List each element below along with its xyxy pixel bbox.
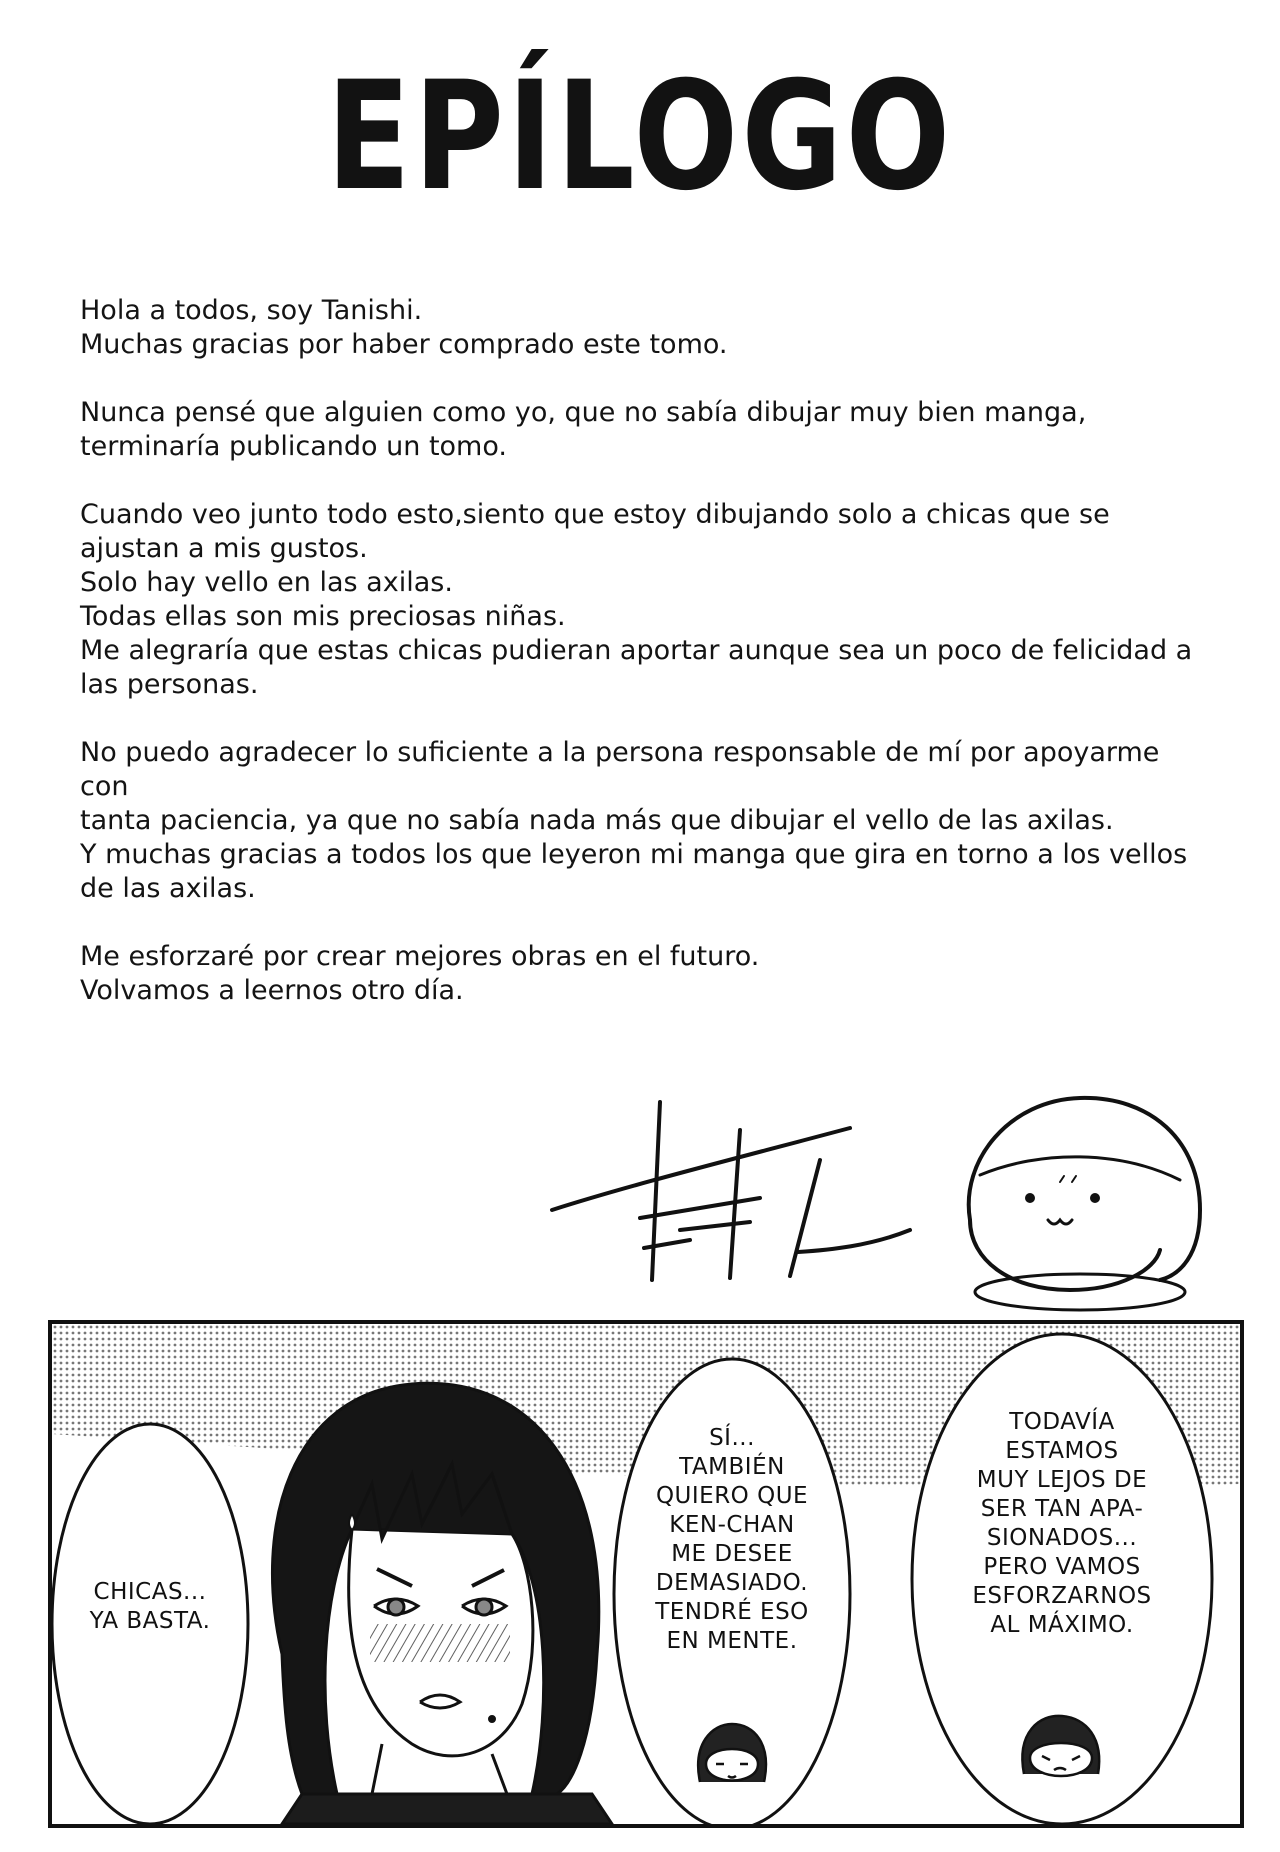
bubble-line: TODAVÍA bbox=[1009, 1409, 1115, 1435]
text-line: Todas ellas son mis preciosas niñas. bbox=[80, 601, 566, 632]
bubble-line: DEMASIADO. bbox=[655, 1570, 809, 1596]
bubble-line: ME DESEE bbox=[671, 1541, 793, 1567]
text-line: ajustan a mis gustos. bbox=[80, 533, 368, 564]
bubble-line: ESFORZARNOS bbox=[972, 1583, 1152, 1609]
text-line: Y muchas gracias a todos los que leyeron mi manga que gira en torno a los vellos bbox=[80, 839, 1188, 870]
bubble-line: CHICAS... bbox=[93, 1579, 207, 1605]
text-line: Solo hay vello en las axilas. bbox=[80, 567, 453, 598]
bubble-line: MUY LEJOS DE bbox=[976, 1467, 1148, 1493]
handwritten-signature bbox=[552, 1102, 910, 1280]
text-line: Nunca pensé que alguien como yo, que no sabía dibujar muy bien manga, bbox=[80, 397, 1087, 428]
page-title: EPÍLOGO bbox=[326, 50, 954, 224]
beanie-mascot-icon bbox=[969, 1098, 1200, 1310]
bubble-text-middle bbox=[642, 1424, 822, 1656]
bubble-line: QUIERO QUE bbox=[655, 1483, 809, 1509]
text-line: Me alegraría que estas chicas pudieran aportar aunque sea un poco de felicidad a bbox=[80, 635, 1193, 666]
text-line: tanta paciencia, ya que no sabía nada más que dibujar el vello de las axilas. bbox=[80, 805, 1114, 836]
paragraph-thanks bbox=[80, 736, 1200, 906]
text-line: Muchas gracias por haber comprado este tomo. bbox=[80, 329, 728, 360]
bubble-line: SIONADOS... bbox=[986, 1525, 1138, 1551]
text-line: No puedo agradecer lo suficiente a la persona responsable de mí por apoyarme con bbox=[80, 737, 1160, 802]
bubble-line: YA BASTA. bbox=[89, 1608, 211, 1634]
paragraph-greeting bbox=[80, 294, 1200, 362]
bubble-line: EN MENTE. bbox=[666, 1628, 798, 1654]
text-line: Volvamos a leernos otro día. bbox=[80, 975, 464, 1006]
text-line: Hola a todos, soy Tanishi. bbox=[80, 295, 423, 326]
bubble-line: KEN-CHAN bbox=[669, 1512, 795, 1538]
author-signature-drawing bbox=[540, 1080, 1260, 1320]
afterword-text bbox=[80, 294, 1200, 1042]
bubble-line: ESTAMOS bbox=[1005, 1438, 1119, 1464]
bubble-text-left bbox=[70, 1578, 230, 1636]
paragraph-closing bbox=[80, 940, 1200, 1008]
text-line: las personas. bbox=[80, 669, 259, 700]
bubble-line: SER TAN APA- bbox=[980, 1496, 1144, 1522]
comic-panel bbox=[48, 1320, 1244, 1828]
bubble-line: AL MÁXIMO. bbox=[990, 1612, 1134, 1638]
bubble-line: TAMBIÉN bbox=[679, 1454, 785, 1480]
paragraph-intro bbox=[80, 396, 1200, 464]
text-line: de las axilas. bbox=[80, 873, 256, 904]
text-line: Cuando veo junto todo esto,siento que estoy dibujando solo a chicas que se bbox=[80, 499, 1110, 530]
bubble-line: TENDRÉ ESO bbox=[655, 1599, 809, 1625]
text-line: terminaría publicando un tomo. bbox=[80, 431, 507, 462]
bubble-line: PERO VAMOS bbox=[983, 1554, 1141, 1580]
bubble-text-right bbox=[952, 1408, 1172, 1640]
paragraph-girls bbox=[80, 498, 1200, 702]
bubble-line: SÍ... bbox=[709, 1425, 755, 1451]
text-line: Me esforzaré por crear mejores obras en el futuro. bbox=[80, 941, 760, 972]
